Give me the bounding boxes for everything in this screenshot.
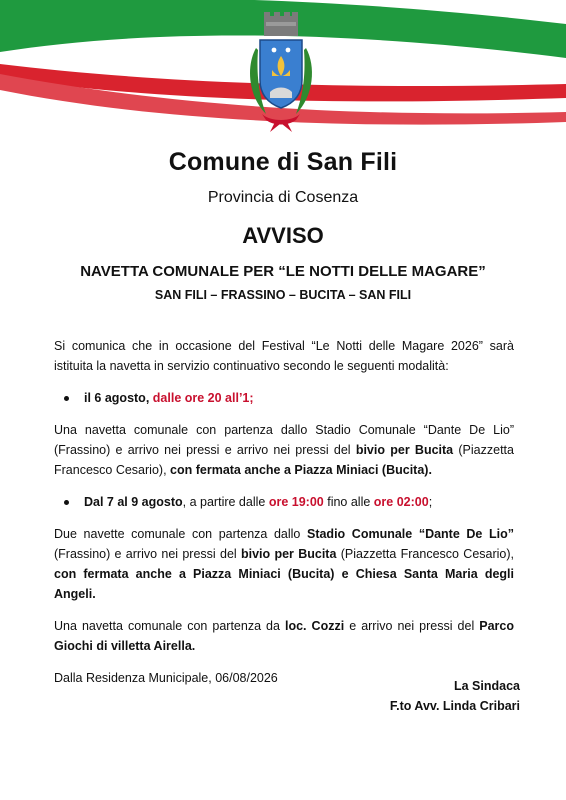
bold-span: Parco Giochi di villetta Airella. [54, 619, 514, 653]
route-label: SAN FILI – FRASSINO – BUCITA – SAN FILI [154, 288, 412, 302]
bold-span: con fermata anche a Piazza Miniaci (Bucita). [170, 463, 432, 477]
bullet-date: il 6 agosto, [84, 391, 150, 405]
text-span: ; [428, 495, 433, 509]
bullet-item-aug6 [54, 388, 514, 408]
signature-name: F.to Avv. Linda Cribari [389, 699, 520, 713]
time-end: ore 02:00 [373, 495, 429, 509]
paragraph-shuttle-1 [54, 420, 514, 480]
text-span: Due navette comunale con partenza dallo [54, 527, 301, 541]
page-title: Comune di San Fili [168, 148, 398, 176]
text-span: , a partire dalle [182, 495, 266, 509]
paragraph-shuttle-2 [54, 524, 514, 604]
coat-of-arms-icon [236, 10, 326, 135]
province-label: Provincia di Cosenza [207, 189, 359, 206]
text-span: fino alle [327, 495, 371, 509]
bullet-date: Dal 7 al 9 agosto [84, 495, 183, 509]
bullet-dot-icon [64, 500, 69, 505]
bullet-item-aug7-9 [54, 492, 514, 512]
signature-role: La Sindaca [454, 679, 520, 693]
text-span: e arrivo nei pressi del [349, 619, 475, 633]
bold-span: bivio per Bucita [355, 443, 454, 457]
text-span: Una navetta comunale con partenza da [54, 619, 280, 633]
text-span: Una navetta comunale con partenza dallo Stadio Comunale “Dante De Lio” (Frassino) e arrivo nei pressi e arrivo nei pressi del [54, 423, 514, 457]
notice-heading: AVVISO [242, 223, 324, 248]
text-span: (Piazzetta Francesco Cesario), [54, 443, 514, 477]
bullet-dot-icon [64, 396, 69, 401]
signature-block [340, 676, 520, 716]
text-span: (Frassino) e arrivo nei pressi del [54, 547, 237, 561]
notice-subtitle: NAVETTA COMUNALE PER “LE NOTTI DELLE MAGARE” [80, 263, 486, 280]
intro-paragraph: Si comunica che in occasione del Festival “Le Notti delle Magare 2026” sarà istituita la navetta in servizio continuativo secondo le seguenti modalità: [54, 339, 514, 373]
time-start: ore 19:00 [268, 495, 324, 509]
bold-span: con fermata anche a Piazza Miniaci (Bucita) e Chiesa Santa Maria degli Angeli. [54, 567, 514, 601]
header [0, 148, 566, 302]
bold-span: Stadio Comunale “Dante De Lio” [306, 527, 514, 541]
paragraph-shuttle-3 [54, 616, 514, 656]
bold-span: bivio per Bucita [241, 547, 337, 561]
bullet-time: dalle ore 20 all’1; [152, 391, 254, 405]
notice-body [54, 336, 514, 700]
text-span: (Piazzetta Francesco Cesario), [340, 547, 514, 561]
bold-span: loc. Cozzi [284, 619, 345, 633]
place-date: Dalla Residenza Municipale, 06/08/2026 [54, 671, 278, 685]
